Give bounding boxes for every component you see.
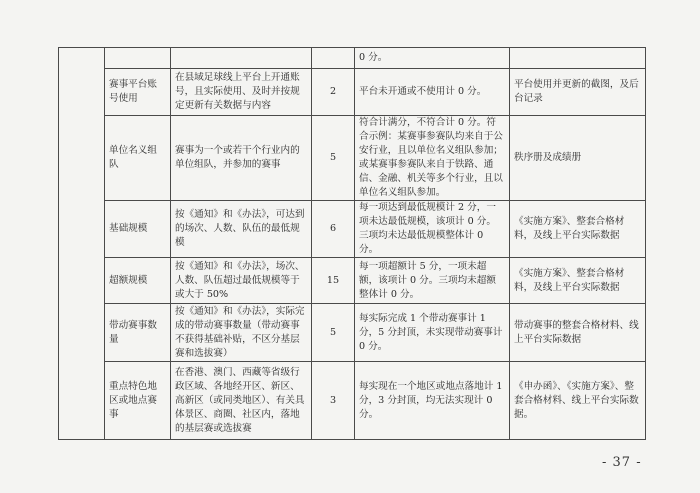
score-cell: 3 [312,362,355,440]
content-cell: 赛事为一个或若干个行业内的单位组队，并参加的赛事 [171,116,312,201]
score-cell: 6 [312,201,355,258]
page-number: - 37 - [602,455,642,470]
score-cell: 15 [312,258,355,304]
item-cell [105,48,171,69]
rule-cell: 每实际完成 1 个带动赛事计 1 分，5 分封顶，未实现带动赛事计 0 分。 [355,304,510,362]
table-row [59,304,646,362]
material-cell: 带动赛事的整套合格材料、线上平台实际数据 [510,304,646,362]
table-row [59,69,646,116]
material-cell [510,48,646,69]
rule-cell: 平台未开通或不使用计 0 分。 [355,69,510,116]
material-cell: 《申办函》、《实施方案》、整套合格材料、线上平台实际数据。 [510,362,646,440]
item-cell: 带动赛事数量 [105,304,171,362]
material-cell: 《实施方案》、整套合格材料，及线上平台实际数据 [510,201,646,258]
rule-cell: 符合计满分，不符合计 0 分。符合示例：某赛事参赛队均来自于公安行业，且以单位名义组队参加；或某赛事参赛队来自于铁路、通信、金融、机关等多个行业，且以单位名义组队参加。 [355,116,510,201]
table-row [59,201,646,258]
category-cell-merged [59,48,105,440]
item-cell: 单位名义组队 [105,116,171,201]
item-cell: 赛事平台账号使用 [105,69,171,116]
table-row [59,116,646,201]
rule-cell: 每一项超额计 5 分，一项未超额，该项计 0 分。三项均未超额整体计 0 分。 [355,258,510,304]
content-cell [171,48,312,69]
item-cell: 基础规模 [105,201,171,258]
table-row [59,258,646,304]
content-cell: 按《通知》和《办法》，可达到的场次、人数、队伍的最低规模 [171,201,312,258]
item-cell: 超额规模 [105,258,171,304]
item-cell: 重点特色地区或地点赛事 [105,362,171,440]
content-cell: 在县域足球线上平台上开通账号，且实际使用、及时并按规定更新有关数据与内容 [171,69,312,116]
content-cell: 按《通知》和《办法》，实际完成的带动赛事数量（带动赛事不获得基础补贴，不区分基层赛和选拔赛） [171,304,312,362]
material-cell: 《实施方案》、整套合格材料，及线上平台实际数据 [510,258,646,304]
content-cell: 在香港、澳门、西藏等省级行政区域、各地经开区、新区、高新区（或同类地区）、有关具体景区、商圈、社区内，落地的基层赛或选拔赛 [171,362,312,440]
material-cell: 秩序册及成绩册 [510,116,646,201]
rule-cell: 每一项达到最低规模计 2 分，一项未达最低规模，该项计 0 分。三项均未达最低规模整体计 0 分。 [355,201,510,258]
table-row [59,362,646,440]
table-row [59,48,646,69]
material-cell: 平台使用并更新的截图，及后台记录 [510,69,646,116]
score-cell: 5 [312,304,355,362]
score-cell: 2 [312,69,355,116]
content-cell: 按《通知》和《办法》，场次、人数、队伍超过最低规模等于或大于 50% [171,258,312,304]
rule-cell: 0 分。 [355,48,510,69]
score-cell: 5 [312,116,355,201]
score-cell [312,48,355,69]
rule-cell: 每实现在一个地区或地点落地计 1 分，3 分封顶，均无法实现计 0 分。 [355,362,510,440]
scoring-table [58,47,646,440]
